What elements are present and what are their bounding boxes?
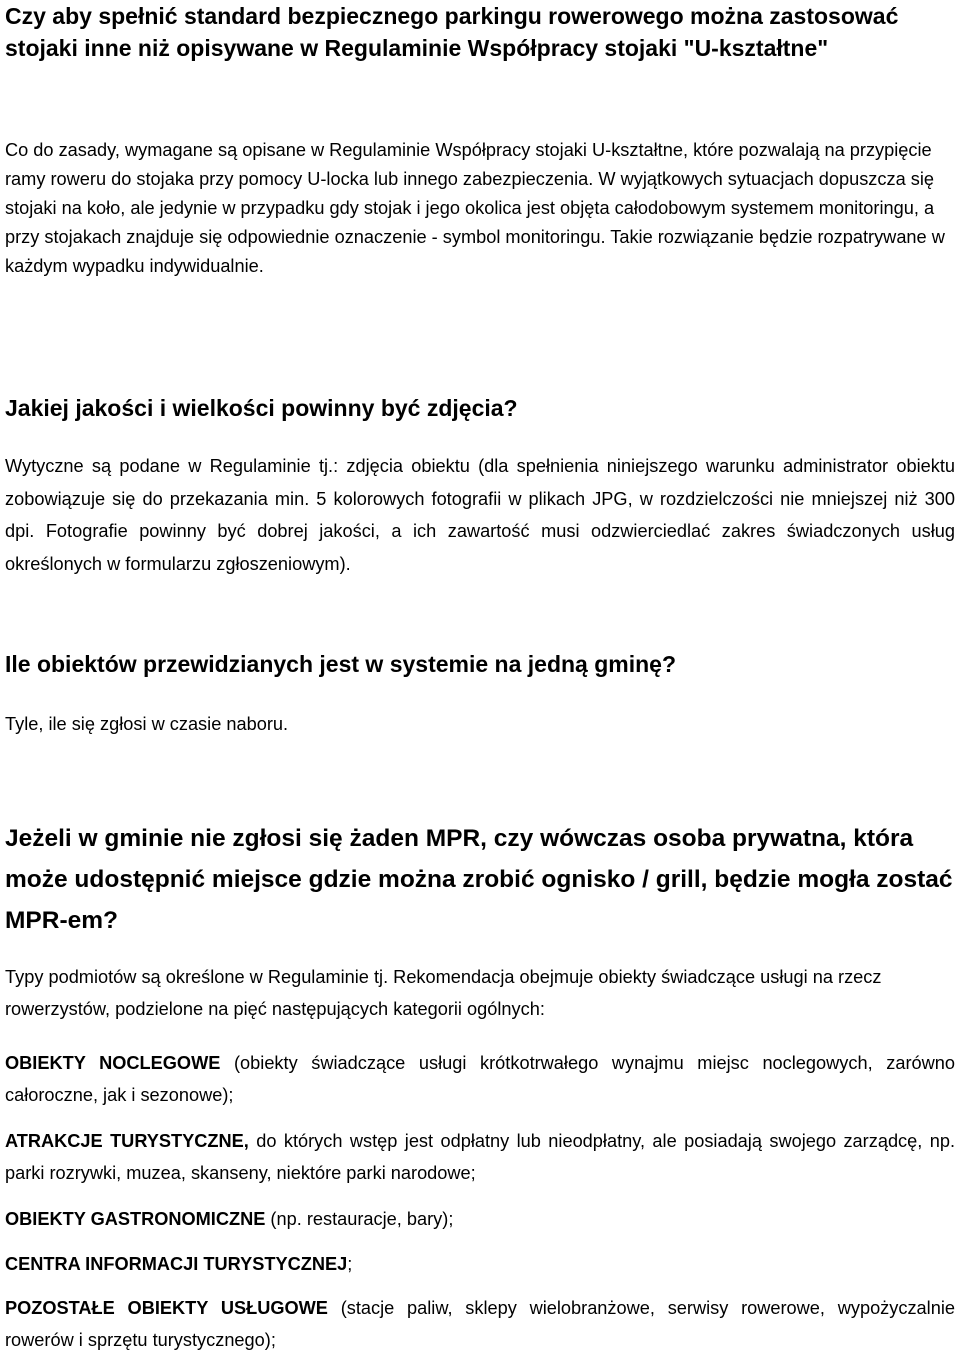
- question-title: Jeżeli w gminie nie zgłosi się żaden MPR, czy wówczas osoba prywatna, która może udostępnić miejsce gdzie można zrobić ognisko / grill, będzie mogła zostać MPR-em?: [5, 825, 953, 934]
- category-item: [5, 1292, 955, 1356]
- answer-paragraph: Co do zasady, wymagane są opisane w Regulaminie Współpracy stojaki U-kształtne, które pozwalają na przypięcie ramy roweru do stojaka przy pomocy U-locka lub innego zabezpieczenia. W wyjątkowych sytuacjach dopuszcza się stojaki na koło, ale jedynie w przypadku gdy stojak i jego okolica jest objęta całodobowym systemem monitoringu, a przy stojakach znajduje się odpowiednie oznaczenie - symbol monitoringu. Takie rozwiązanie będzie rozpatrywane w każdym wypadku indywidualnie.: [5, 140, 945, 276]
- category-name: CENTRA INFORMACJI TURYSTYCZNEJ: [5, 1254, 348, 1274]
- category-description: (obiekty świadczące usługi krótkotrwałego wynajmu miejsc noclegowych, zarówno całoroczne, jak i sezonowe);: [5, 1053, 955, 1105]
- category-item: [5, 1248, 955, 1280]
- category-name: OBIEKTY GASTRONOMICZNE: [5, 1209, 266, 1229]
- question-title: Jakiej jakości i wielkości powinny być zdjęcia?: [5, 395, 518, 421]
- category-item: [5, 1125, 955, 1189]
- category-item: [5, 1203, 955, 1235]
- category-description: (stacje paliw, sklepy wielobranżowe, serwisy rowerowe, wypożyczalnie rowerów i sprzętu turystycznego);: [5, 1298, 955, 1350]
- answer-paragraph: Wytyczne są podane w Regulaminie tj.: zdjęcia obiektu (dla spełnienia niniejszego warunku administrator obiektu zobowiązuje się do przekazania min. 5 kolorowych fotografii w plikach JPG, w rozdzielczości nie mniejszej niż 300 dpi. Fotografie powinny być dobrej jakości, a ich zawartość musi odzwierciedlać zakres świadczonych usług określonych w formularzu zgłoszeniowym).: [5, 456, 955, 574]
- category-name: ATRAKCJE TURYSTYCZNE,: [5, 1131, 249, 1151]
- answer-paragraph: Typy podmiotów są określone w Regulaminie tj. Rekomendacja obejmuje obiekty świadczące usługi na rzecz rowerzystów, podzielone na pięć następujących kategorii ogólnych:: [5, 967, 882, 1019]
- category-description: ;: [347, 1254, 353, 1274]
- category-description: (np. restauracje, bary);: [265, 1209, 454, 1229]
- answer-paragraph: Tyle, ile się zgłosi w czasie naboru.: [5, 714, 289, 734]
- category-description: do których wstęp jest odpłatny lub nieodpłatny, ale posiadają swojego zarządcę, np. parki rozrywki, muzea, skanseny, niektóre parki narodowe;: [5, 1131, 955, 1183]
- question-title: Ile obiektów przewidzianych jest w systemie na jedną gminę?: [5, 651, 677, 677]
- category-name: POZOSTAŁE OBIEKTY USŁUGOWE: [5, 1298, 328, 1318]
- category-name: OBIEKTY NOCLEGOWE: [5, 1053, 221, 1073]
- question-title: Czy aby spełnić standard bezpiecznego parkingu rowerowego można zastosować stojaki inne niż opisywane w Regulaminie Współpracy stojaki "U-kształtne": [5, 3, 899, 61]
- category-item: [5, 1047, 955, 1111]
